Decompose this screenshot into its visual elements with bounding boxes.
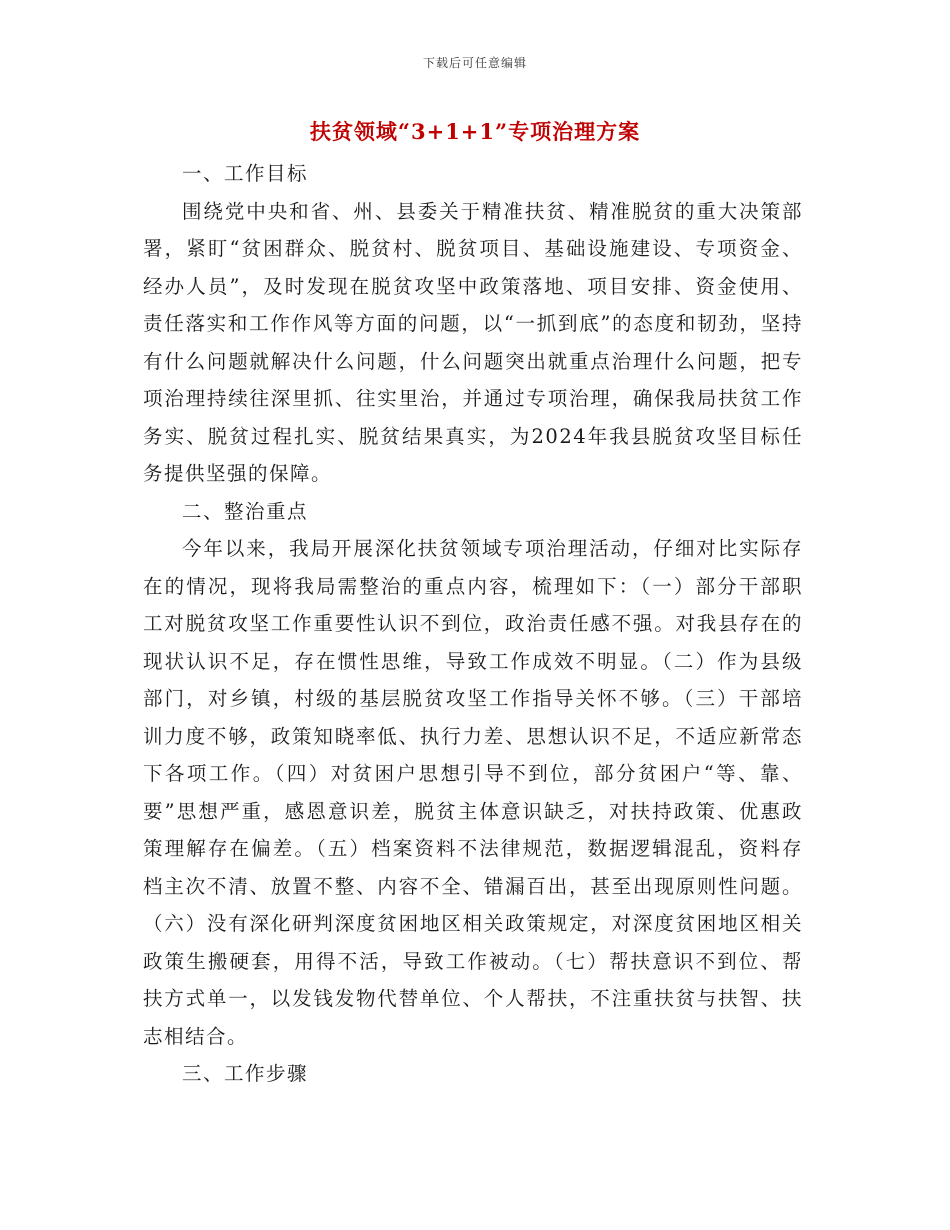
document-body [143,155,803,1093]
paragraph-goals: 围绕党中央和省、州、县委关于精准扶贫、精准脱贫的重大决策部署，紧盯“贫困群众、脱贫村、脱贫项目、基础设施建设、专项资金、经办人员”，及时发现在脱贫攻坚中政策落地、项目安排、资金使用、责任落实和工作作风等方面的问题，以“一抓到底”的态度和韧劲，坚持有什么问题就解决什么问题，什么问题突出就重点治理什么问题，把专项治理持续往深里抓、往实里治，并通过专项治理，确保我局扶贫工作务实、脱贫过程扎实、脱贫结果真实，为2024年我县脱贫攻坚目标任务提供坚强的保障。 [143,199,803,485]
section-heading-goals: 一、工作目标 [182,162,309,185]
document-title: 扶贫领域“3+1+1”专项治理方案 [309,119,641,144]
section-heading-focus: 二、整治重点 [182,499,309,523]
paragraph-focus: 今年以来，我局开展深化扶贫领域专项治理活动，仔细对比实际存在的情况，现将我局需整治的重点内容，梳理如下：（一）部分干部职工对脱贫攻坚工作重要性认识不到位，政治责任感不强。对我县存在的现状认识不足，存在惯性思维，导致工作成效不明显。（二）作为县级部门，对乡镇，村级的基层脱贫攻坚工作指导关怀不够。（三）干部培训力度不够，政策知晓率低、执行力差、思想认识不足，不适应新常态下各项工作。（四）对贫困户思想引导不到位，部分贫困户“等、靠、要”思想严重，感恩意识差，脱贫主体意识缺乏，对扶持政策、优惠政策理解存在偏差。（五）档案资料不法律规范，数据逻辑混乱，资料存档主次不清、放置不整、内容不全、错漏百出，甚至出现原则性问题。（六）没有深化研判深度贫困地区相关政策规定，对深度贫困地区相关政策生搬硬套，用得不活，导致工作被动。（七）帮扶意识不到位、帮扶方式单一，以发钱发物代替单位、个人帮扶，不注重扶贫与扶智、扶志相结合。 [143,537,803,1048]
page-header-note: 下载后可任意编辑 [422,56,527,70]
section-heading-steps: 三、工作步骤 [182,1062,309,1085]
